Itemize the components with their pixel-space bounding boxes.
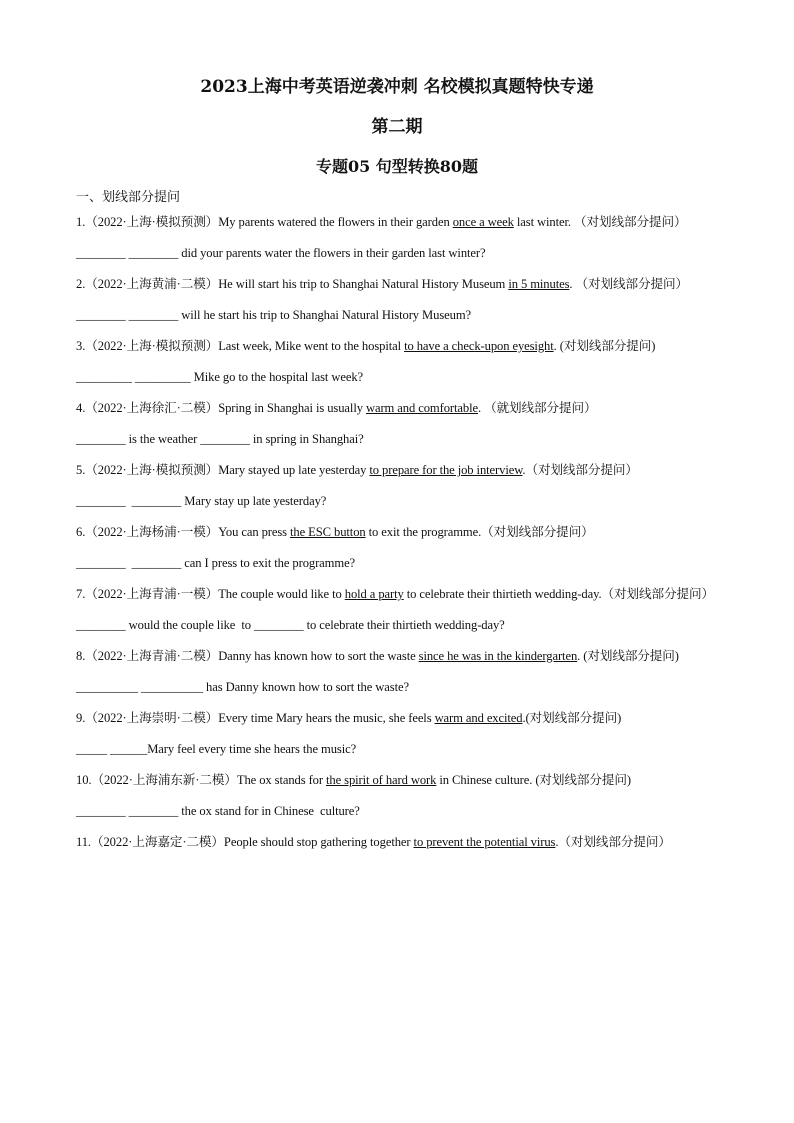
question-item — [76, 455, 720, 517]
question-text: Mary stayed up late yesterday — [218, 463, 370, 477]
answer-line[interactable]: ________ ________ can I press to exit the programme? — [76, 556, 356, 570]
question-stem — [76, 641, 720, 672]
underlined-phrase: in 5 minutes — [508, 277, 570, 291]
question-number: 2. — [76, 277, 86, 291]
question-stem — [76, 827, 720, 858]
question-number: 10. — [76, 773, 92, 787]
question-instruction: .(对划线部分提问) — [522, 711, 622, 725]
underlined-phrase: since he was in the kindergarten — [418, 649, 578, 663]
underlined-phrase: warm and excited — [434, 711, 523, 725]
question-stem — [76, 765, 720, 796]
question-text: My parents watered the flowers in their garden — [218, 215, 453, 229]
question-source: （2022·上海徐汇·二模） — [85, 401, 219, 415]
issue-label: 第二期 — [371, 117, 423, 137]
question-source: （2022·上海崇明·二模） — [85, 711, 219, 725]
question-source: （2022·上海嘉定·二模） — [90, 835, 224, 849]
answer-line[interactable]: __________ __________ has Danny known how to sort the waste? — [76, 680, 409, 694]
question-item — [76, 765, 720, 827]
answer-line[interactable]: ________ is the weather ________ in spring in Shanghai? — [76, 432, 364, 446]
question-number: 6. — [76, 525, 86, 539]
answer-line[interactable]: ________ ________ will he start his trip to Shanghai Natural History Museum? — [76, 308, 472, 322]
question-number: 7. — [76, 587, 86, 601]
question-source: （2022·上海黄浦·二模） — [85, 277, 219, 291]
question-item — [76, 641, 720, 703]
question-number: 4. — [76, 401, 86, 415]
question-item — [76, 579, 720, 641]
question-item — [76, 703, 720, 765]
answer-line[interactable]: _________ _________ Mike go to the hospital last week? — [76, 370, 364, 384]
question-number: 5. — [76, 463, 86, 477]
question-instruction: . （对划线部分提问） — [569, 277, 688, 291]
question-source: （2022·上海浦东新·二模） — [91, 773, 237, 787]
question-stem — [76, 269, 720, 300]
underlined-phrase: the ESC button — [290, 525, 366, 539]
question-text: Last week, Mike went to the hospital — [218, 339, 405, 353]
question-instruction: . (对划线部分提问) — [553, 339, 656, 353]
question-instruction: . (对划线部分提问) — [577, 649, 679, 663]
question-number: 11. — [76, 835, 91, 849]
question-item — [76, 207, 720, 269]
question-text: He will start his trip to Shanghai Natural History Museum — [218, 277, 509, 291]
question-instruction: to exit the programme.（对划线部分提问） — [365, 525, 594, 539]
answer-line[interactable]: ________ ________ Mary stay up late yesterday? — [76, 494, 327, 508]
question-text: You can press — [218, 525, 291, 539]
question-item — [76, 393, 720, 455]
underlined-phrase: to prevent the potential virus — [413, 835, 556, 849]
question-text: The couple would like to — [218, 587, 345, 601]
question-stem — [76, 455, 720, 486]
question-source: （2022·上海青浦·一模） — [85, 587, 219, 601]
answer-line[interactable]: ________ ________ did your parents water the flowers in their garden last winter? — [76, 246, 486, 260]
answer-line[interactable]: _____ ______Mary feel every time she hears the music? — [76, 742, 357, 756]
question-number: 9. — [76, 711, 86, 725]
question-item — [76, 517, 720, 579]
question-stem — [76, 703, 720, 734]
underlined-phrase: to prepare for the job interview — [369, 463, 523, 477]
question-instruction: in Chinese culture. (对划线部分提问) — [436, 773, 631, 787]
document-title: 2023上海中考英语逆袭冲刺 名校模拟真题特快专递 — [200, 77, 594, 97]
question-text: The ox stands for — [236, 773, 327, 787]
question-text: Spring in Shanghai is usually — [218, 401, 366, 415]
question-source: （2022·上海·模拟预测） — [85, 463, 219, 477]
question-text: Danny has known how to sort the waste — [218, 649, 419, 663]
answer-line[interactable]: ________ ________ the ox stand for in Chinese culture? — [76, 804, 360, 818]
underlined-phrase: to have a check-upon eyesight — [404, 339, 554, 353]
question-stem — [76, 393, 720, 424]
question-source: （2022·上海·模拟预测） — [85, 339, 219, 353]
underlined-phrase: once a week — [452, 215, 514, 229]
question-instruction: .（对划线部分提问） — [555, 835, 671, 849]
question-stem — [76, 579, 720, 610]
question-stem — [76, 331, 720, 362]
underlined-phrase: the spirit of hard work — [326, 773, 437, 787]
section-heading: 一、划线部分提问 — [76, 190, 181, 205]
question-source: （2022·上海杨浦·一模） — [85, 525, 219, 539]
question-item — [76, 269, 720, 331]
question-number: 1. — [76, 215, 86, 229]
question-item — [76, 331, 720, 393]
underlined-phrase: warm and comfortable — [365, 401, 478, 415]
question-stem — [76, 207, 720, 238]
question-stem — [76, 517, 720, 548]
question-text: Every time Mary hears the music, she feels — [218, 711, 435, 725]
answer-line[interactable]: ________ would the couple like to ________ to celebrate their thirtieth wedding-day? — [76, 618, 505, 632]
topic-heading: 专题05 句型转换80题 — [315, 157, 479, 176]
question-list — [76, 207, 720, 858]
underlined-phrase: hold a party — [344, 587, 404, 601]
question-source: （2022·上海青浦·二模） — [85, 649, 219, 663]
question-instruction: last winter. （对划线部分提问） — [513, 215, 687, 229]
question-instruction: .（对划线部分提问） — [522, 463, 638, 477]
question-number: 8. — [76, 649, 86, 663]
question-item — [76, 827, 720, 858]
question-number: 3. — [76, 339, 86, 353]
question-instruction: . （就划线部分提问） — [477, 401, 597, 415]
question-source: （2022·上海·模拟预测） — [85, 215, 219, 229]
question-text: People should stop gathering together — [223, 835, 414, 849]
question-instruction: to celebrate their thirtieth wedding-day.（对划线部分提问） — [403, 587, 714, 601]
